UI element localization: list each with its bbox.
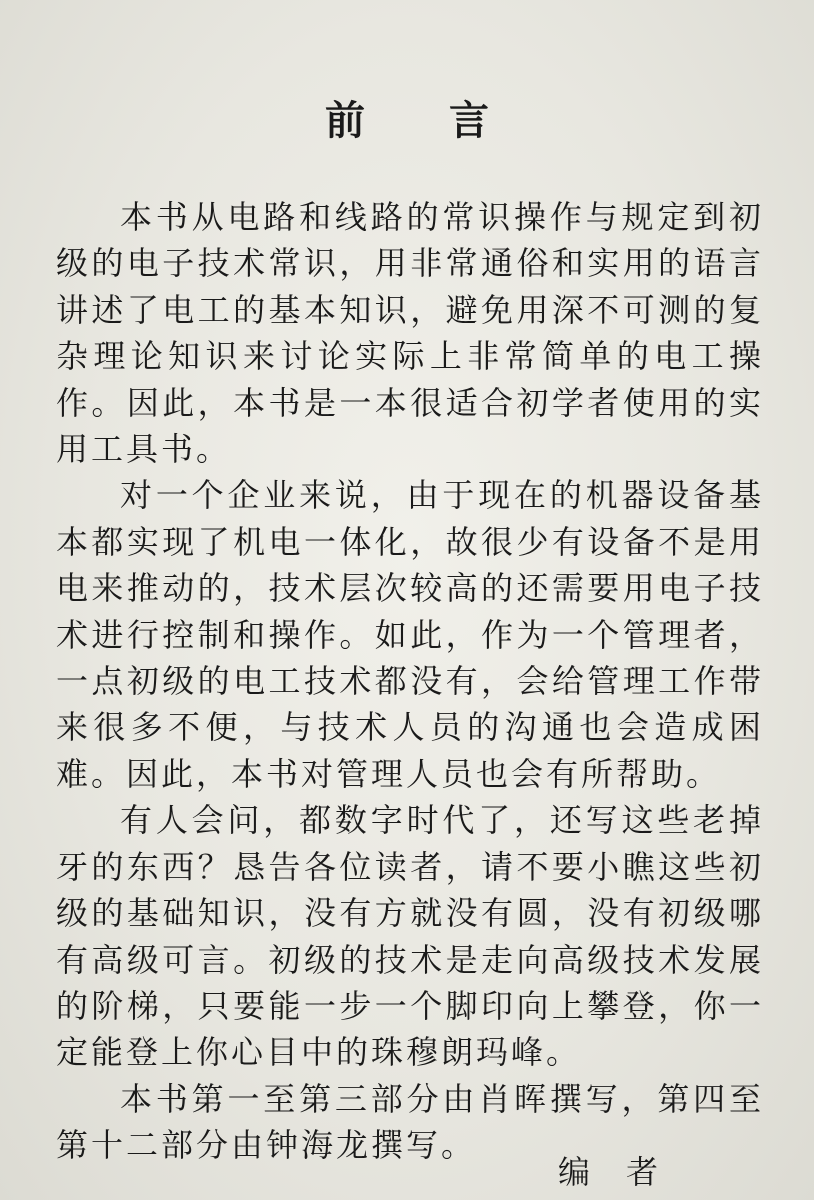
- page-title: 前言: [325, 96, 573, 144]
- author-signature: 编者: [558, 1153, 695, 1191]
- paragraph-3: 有人会问，都数字时代了，还写这些老掉牙的东西？恳告各位读者，请不要小瞧这些初级的基础知识，没有方就没有圆，没有初级哪有高级可言。初级的技术是走向高级技术发展的阶梯，只要能一步一个脚印向上攀登，你一定能登上你心目中的珠穆朗玛峰。: [56, 801, 764, 1072]
- paragraph-1: 本书从电路和线路的常识操作与规定到初级的电子技术常识，用非常通俗和实用的语言讲述了电工的基本知识，避免用深不可测的复杂理论知识来讨论实际上非常简单的电工操作。因此，本书是一本很适合初学者使用的实用工具书。: [56, 198, 764, 469]
- paragraph-4: 本书第一至第三部分由肖晖撰写，第四至第十二部分由钟海龙撰写。: [56, 1079, 764, 1165]
- paragraph-2: 对一个企业来说，由于现在的机器设备基本都实现了机电一体化，故很少有设备不是用电来推动的，技术层次较高的还需要用电子技术进行控制和操作。如此，作为一个管理者，一点初级的电工技术都没有，会给管理工作带来很多不便，与技术人员的沟通也会造成困难。因此，本书对管理人员也会有所帮助。: [56, 476, 764, 793]
- preface-body: [56, 194, 764, 1169]
